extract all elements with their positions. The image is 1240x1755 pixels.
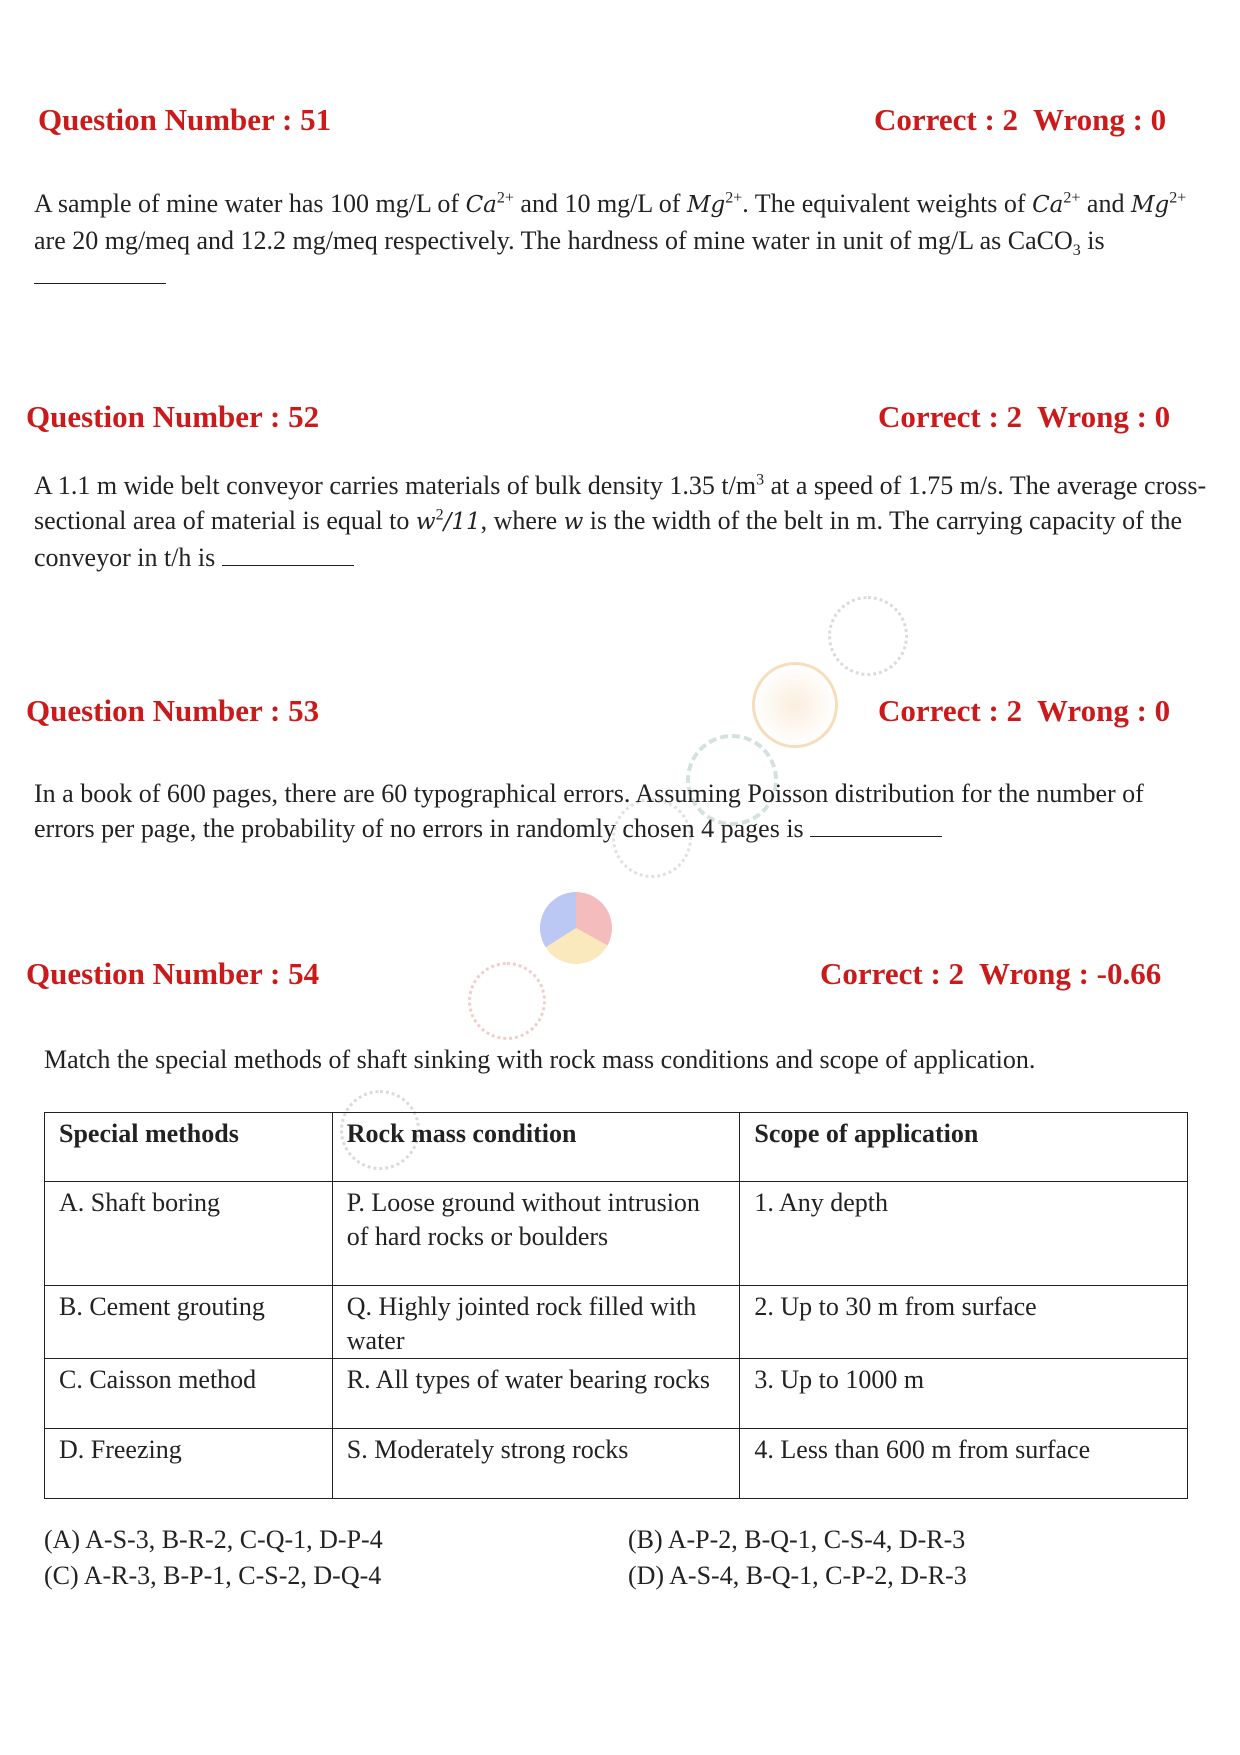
yin-yang-logo-icon — [540, 892, 612, 964]
option-a: (A) A-S-3, B-R-2, C-Q-1, D-P-4 — [44, 1525, 383, 1554]
column-header: Scope of application — [740, 1113, 1188, 1182]
option-d: (D) A-S-4, B-Q-1, C-P-2, D-R-3 — [628, 1561, 967, 1590]
table-cell: A. Shaft boring — [45, 1182, 333, 1286]
table-header-row — [45, 1113, 1188, 1182]
table-cell: P. Loose ground without intrusion of hard rocks or boulders — [332, 1182, 740, 1286]
option-b: (B) A-P-2, B-Q-1, C-S-4, D-R-3 — [628, 1525, 966, 1554]
seal-grey-icon — [828, 596, 908, 676]
column-header: Rock mass condition — [332, 1113, 740, 1182]
table-row — [45, 1286, 1188, 1359]
question-number: Question Number : 53 — [26, 693, 320, 728]
question-marks: Correct : 2 Wrong : 0 — [878, 693, 1171, 728]
question-marks: Correct : 2 Wrong : -0.66 — [820, 956, 1162, 991]
table-cell: S. Moderately strong rocks — [332, 1429, 740, 1499]
table-cell: B. Cement grouting — [45, 1286, 333, 1359]
question-text: In a book of 600 pages, there are 60 typographical errors. Assuming Poisson distribution for the number of errors per page, the probability of no errors in randomly chosen 4 pages is — [34, 779, 1144, 843]
table-cell: 3. Up to 1000 m — [740, 1359, 1188, 1429]
option-c: (C) A-R-3, B-P-1, C-S-2, D-Q-4 — [44, 1561, 382, 1590]
question-text: A sample of mine water has 100 mg/L of $Ca^{2+}$ and 10 mg/L of $Mg^{2+}$. The equivalent weights of $Ca^{2+}$ and $Mg^{2+}$ are 20 mg/meq and 12.2 mg/meq respectively. The hardness of mine water in unit of mg/L as CaCO$_3$ is — [34, 186, 1210, 293]
question-header — [0, 693, 1240, 733]
table-cell: 1. Any depth — [740, 1182, 1188, 1286]
table-row — [45, 1359, 1188, 1429]
table-cell: D. Freezing — [45, 1429, 333, 1499]
table-cell: 2. Up to 30 m from surface — [740, 1286, 1188, 1359]
match-table — [44, 1112, 1188, 1499]
question-header — [0, 102, 1240, 142]
answer-blank — [810, 814, 942, 837]
column-header: Special methods — [45, 1113, 333, 1182]
question-header — [0, 956, 1240, 996]
question-number: Question Number : 52 — [26, 399, 320, 434]
table-row — [45, 1182, 1188, 1286]
table-cell: R. All types of water bearing rocks — [332, 1359, 740, 1429]
question-text: A 1.1 m wide belt conveyor carries materials of bulk density 1.35 $t/m^3$ at a speed of 1.75 m/s. The average cross-sectional area of material is equal to $w^2/11$, where w is the width of the belt in m. The carrying capacity of the conveyor in t/h is — [34, 471, 1207, 572]
question-header — [0, 399, 1240, 439]
question-number: Question Number : 54 — [26, 956, 320, 991]
question-marks: Correct : 2 Wrong : 0 — [874, 102, 1167, 137]
table-cell: C. Caisson method — [45, 1359, 333, 1429]
question-text: Match the special methods of shaft sinking with rock mass conditions and scope of application. — [44, 1045, 1036, 1074]
answer-blank — [34, 261, 166, 284]
question-marks: Correct : 2 Wrong : 0 — [878, 399, 1171, 434]
question-number: Question Number : 51 — [38, 102, 332, 137]
table-cell: Q. Highly jointed rock filled with water — [332, 1286, 740, 1359]
table-row — [45, 1429, 1188, 1499]
answer-blank — [222, 543, 354, 566]
table-cell: 4. Less than 600 m from surface — [740, 1429, 1188, 1499]
